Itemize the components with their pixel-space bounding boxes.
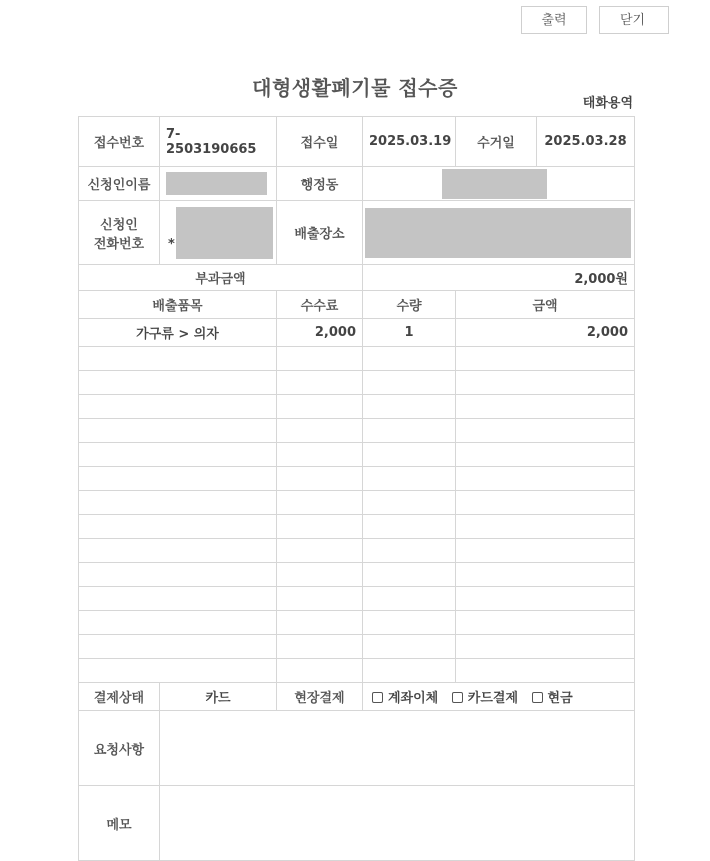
applicant-name-label: 신청인이름 (79, 167, 160, 201)
masked-phone-block (176, 207, 273, 259)
item-fee-cell: 2,000 (277, 319, 363, 347)
receipt-no-line2: 2503190665 (166, 141, 257, 157)
col-amount-header: 금액 (456, 291, 635, 319)
charge-value: 2,000원 (363, 265, 635, 291)
table-row-empty (79, 659, 635, 683)
option-bank-transfer[interactable]: 계좌이체 (369, 691, 438, 706)
checkbox-icon[interactable] (532, 692, 543, 703)
table-row-empty (79, 443, 635, 467)
receipt-no-label: 접수번호 (79, 117, 160, 167)
receipt-no-line1: 7- (166, 126, 181, 142)
items-header-row (79, 291, 635, 319)
company-name: 태화용역 (582, 96, 633, 111)
masked-district-block (442, 169, 547, 199)
table-row-empty (79, 491, 635, 515)
table-row-empty (79, 563, 635, 587)
table-row-empty (79, 611, 635, 635)
district-value (363, 167, 635, 201)
page-title: 대형생활폐기물 접수증 (252, 76, 458, 100)
col-fee-header: 수수료 (277, 291, 363, 319)
phone-asterisk: * (168, 237, 175, 252)
collect-date-label: 수거일 (456, 117, 537, 167)
table-row-empty (79, 587, 635, 611)
payment-status-value: 카드 (160, 683, 277, 711)
memo-label: 메모 (79, 786, 160, 861)
charge-label: 부과금액 (79, 265, 363, 291)
phone-value (160, 201, 277, 265)
memo-value (160, 786, 635, 861)
table-row-empty (79, 635, 635, 659)
phone-label (79, 201, 160, 265)
col-qty-header: 수량 (363, 291, 456, 319)
table-row-empty (79, 347, 635, 371)
location-value (363, 201, 635, 265)
payment-status-label: 결제상태 (79, 683, 160, 711)
memo-row (79, 786, 635, 861)
col-item-header: 배출품목 (79, 291, 277, 319)
receipt-table (78, 116, 635, 861)
request-row (79, 711, 635, 786)
option-cash[interactable]: 현금 (529, 691, 573, 706)
receipt-no-value (160, 117, 277, 167)
option-card-payment[interactable]: 카드결제 (449, 691, 518, 706)
phone-label-line1: 신청인 (100, 217, 138, 233)
item-amount-cell: 2,000 (456, 319, 635, 347)
table-row-empty (79, 371, 635, 395)
table-row-empty (79, 395, 635, 419)
receipt-info-row (79, 117, 635, 167)
table-row-empty (79, 539, 635, 563)
close-button[interactable]: 닫기 (599, 6, 669, 34)
print-button[interactable]: 출력 (521, 6, 587, 34)
table-row-empty (79, 515, 635, 539)
item-qty-cell: 1 (363, 319, 456, 347)
receipt-date-value: 2025.03.19 (363, 117, 456, 167)
payment-row (79, 683, 635, 711)
table-row-empty (79, 419, 635, 443)
item-name-cell: 가구류 > 의자 (79, 319, 277, 347)
receipt-date-label: 접수일 (277, 117, 363, 167)
location-label: 배출장소 (277, 201, 363, 265)
table-row-empty (79, 467, 635, 491)
onsite-payment-options (363, 683, 635, 711)
request-label: 요청사항 (79, 711, 160, 786)
collect-date-value: 2025.03.28 (537, 117, 635, 167)
applicant-name-value (160, 167, 277, 201)
masked-name-block (166, 172, 267, 195)
phone-label-line2: 전화번호 (93, 236, 145, 252)
applicant-row (79, 167, 635, 201)
onsite-payment-label: 현장결제 (277, 683, 363, 711)
table-row (79, 319, 635, 347)
masked-location-block (365, 208, 631, 258)
contact-row (79, 201, 635, 265)
district-label: 행정동 (277, 167, 363, 201)
checkbox-icon[interactable] (372, 692, 383, 703)
checkbox-icon[interactable] (452, 692, 463, 703)
charge-row (79, 265, 635, 291)
request-value (160, 711, 635, 786)
